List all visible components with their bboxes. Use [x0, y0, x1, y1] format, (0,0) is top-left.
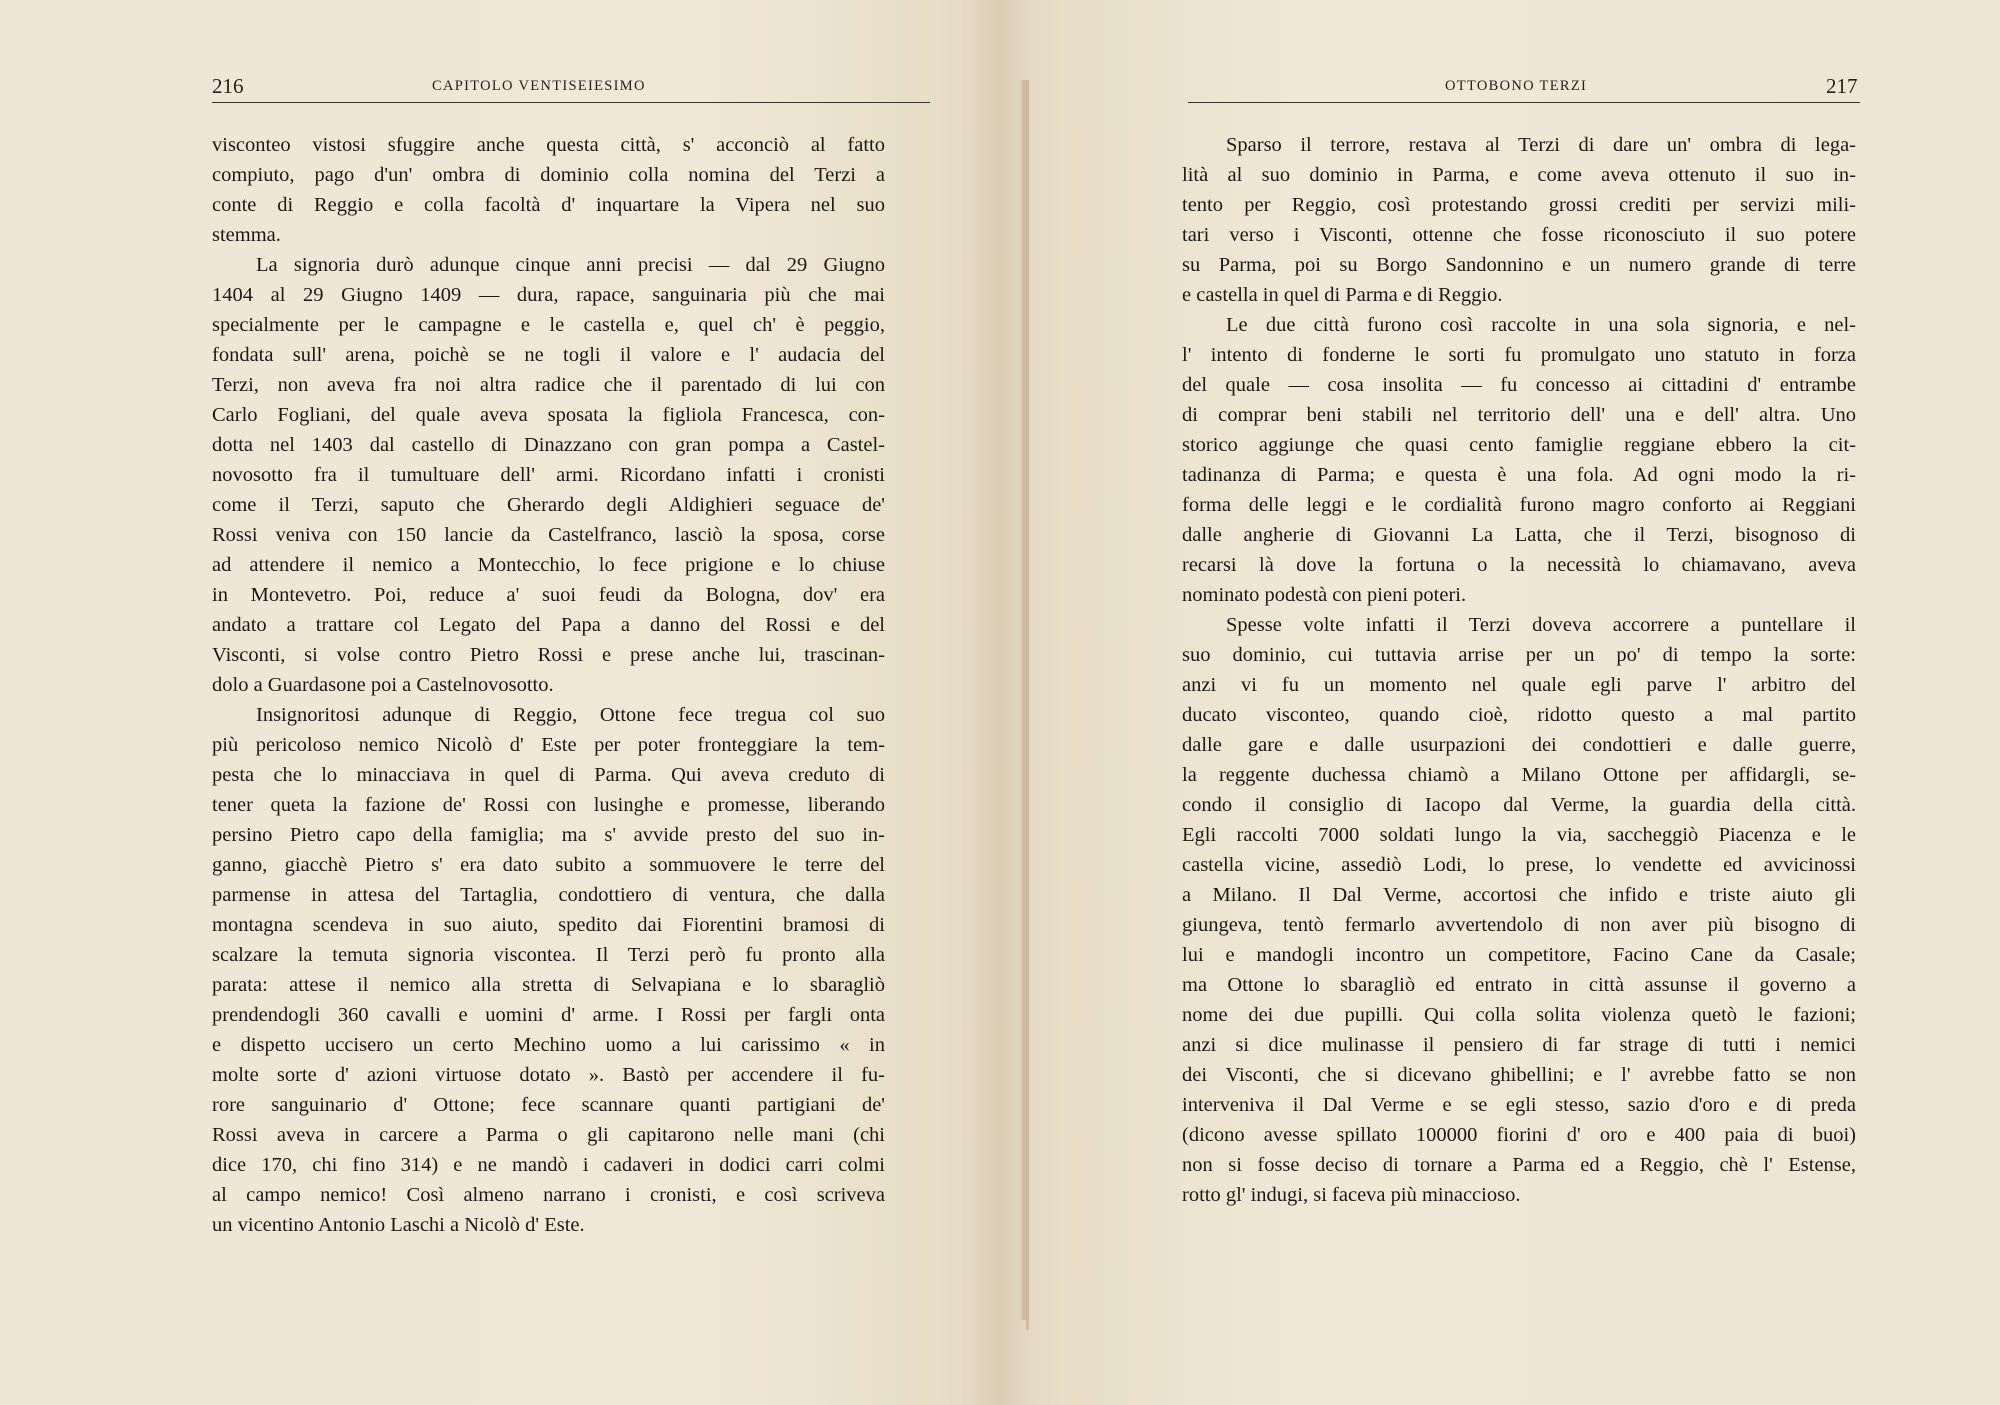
right-text-line: rotto gl' indugi, si faceva più minaccioso. [1182, 1184, 1521, 1206]
right-text-line: lui e mandogli incontro un competitore, Facino Cane da Casale; [1182, 944, 1856, 966]
right-text-line: storico aggiunge che quasi cento famiglie reggiane ebbero la cit- [1182, 434, 1856, 456]
left-text-line: ad attendere il nemico a Montecchio, lo fece prigione e lo chiuse [212, 554, 885, 576]
right-header-rule [1188, 102, 1860, 103]
right-text-line: forma delle leggi e le cordialità furono magro conforto ai Reggiani [1182, 494, 1856, 516]
left-text-line: più pericoloso nemico Nicolò d' Este per poter fronteggiare la tem- [212, 734, 885, 756]
left-text-line: ganno, giacchè Pietro s' era dato subito a sommuovere le terre del [212, 854, 885, 876]
right-text-line: tari verso i Visconti, ottenne che fosse riconosciuto il suo potere [1182, 224, 1856, 246]
left-text-line: e dispetto uccisero un certo Mechino uomo a lui carissimo « in [212, 1034, 885, 1056]
left-text-line: Insignoritosi adunque di Reggio, Ottone fece tregua col suo [256, 704, 885, 726]
right-page-number: 217 [1826, 74, 1858, 98]
left-text-line: pesta che lo minacciava in quel di Parma. Qui aveva creduto di [212, 764, 885, 786]
left-text-line: fondata sull' arena, poichè se ne togli il valore e l' audacia del [212, 344, 885, 366]
right-text-line: Le due città furono così raccolte in una sola signoria, e nel- [1226, 314, 1856, 336]
right-text-line: recarsi là dove la fortuna o la necessità lo chiamavano, aveva [1182, 554, 1856, 576]
gutter-shadow [1020, 80, 1028, 1320]
left-text-line: prendendogli 360 cavalli e uomini d' arme. I Rossi per fargli onta [212, 1004, 885, 1026]
right-text-line: castella vicine, assediò Lodi, lo prese, lo vendette ed avvicinossi [1182, 854, 1856, 876]
left-text-line: conte di Reggio e colla facoltà d' inquartare la Vipera nel suo [212, 194, 885, 216]
left-text-line: rore sanguinario d' Ottone; fece scannare quanti partigiani de' [212, 1094, 885, 1116]
right-text-line: Egli raccolti 7000 soldati lungo la via, saccheggiò Piacenza e le [1182, 824, 1856, 846]
right-text-line: tadinanza di Parma; e questa è una fola. Ad ogni modo la ri- [1182, 464, 1856, 486]
right-text-line: a Milano. Il Dal Verme, accortosi che infido e triste aiuto gli [1182, 884, 1856, 906]
right-text-line: su Parma, poi su Borgo Sandonnino e un numero grande di terre [1182, 254, 1856, 276]
right-running-head-title: OTTOBONO TERZI [1445, 78, 1588, 94]
left-text-line: stemma. [212, 224, 281, 246]
right-text-line: nominato podestà con pieni poteri. [1182, 584, 1467, 606]
left-text-line: Terzi, non aveva fra noi altra radice che il parentado di lui con [212, 374, 885, 396]
left-text-line: visconteo vistosi sfuggire anche questa città, s' acconciò al fatto [212, 134, 885, 156]
left-text-line: La signoria durò adunque cinque anni precisi — dal 29 Giugno [256, 254, 885, 276]
right-text-line: (dicono avesse spillato 100000 fiorini d' oro e 400 paia di buoi) [1182, 1124, 1856, 1146]
left-text-line: 1404 al 29 Giugno 1409 — dura, rapace, sanguinaria più che mai [212, 284, 885, 306]
left-text-line: dice 170, chi fino 314) e ne mandò i cadaveri in dodici carri colmi [212, 1154, 885, 1176]
right-text-line: interveniva il Dal Verme e se egli stesso, sazio d'oro e di preda [1182, 1094, 1856, 1116]
left-text-line: parmense in attesa del Tartaglia, condottiero di ventura, che dalla [212, 884, 885, 906]
left-text-line: persino Pietro capo della famiglia; ma s' avvide presto del suo in- [212, 824, 885, 846]
right-text-line: lità al suo dominio in Parma, e come aveva ottenuto il suo in- [1182, 164, 1856, 186]
right-text-line: suo dominio, cui tuttavia arrise per un po' di tempo la sorte: [1182, 644, 1856, 666]
right-text-line: Spesse volte infatti il Terzi doveva accorrere a puntellare il [1226, 614, 1856, 636]
left-text-line: montagna scendeva in suo aiuto, spedito dai Fiorentini bramosi di [212, 914, 885, 936]
right-text-line: l' intento di fonderne le sorti fu promulgato uno statuto in forza [1182, 344, 1856, 366]
right-text-line: ma Ottone lo sbaragliò ed entrato in città assunse il governo a [1182, 974, 1856, 996]
left-text-line: Visconti, si volse contro Pietro Rossi e prese anche lui, trascinan- [212, 644, 885, 666]
right-text-line: ducato visconteo, quando cioè, ridotto questo a mal partito [1182, 704, 1856, 726]
right-text-line: anzi vi fu un momento nel quale egli parve l' arbitro del [1182, 674, 1856, 696]
right-page [1000, 0, 2000, 1405]
left-text-line: un vicentino Antonio Laschi a Nicolò d' Este. [212, 1214, 585, 1236]
left-running-head [0, 74, 1000, 104]
left-text-line: scalzare la temuta signoria viscontea. Il Terzi però fu pronto alla [212, 944, 885, 966]
right-text-line: condo il consiglio di Iacopo dal Verme, la guardia della città. [1182, 794, 1856, 816]
right-running-head [1000, 74, 2000, 104]
left-text-line: Rossi veniva con 150 lancie da Castelfranco, lasciò la sposa, corse [212, 524, 885, 546]
left-text-line: come il Terzi, saputo che Gherardo degli Aldighieri seguace de' [212, 494, 885, 516]
right-text-line: del quale — cosa insolita — fu concesso ai cittadini d' entrambe [1182, 374, 1856, 396]
left-text-line: al campo nemico! Così almeno narrano i cronisti, e così scriveva [212, 1184, 885, 1206]
right-text-line: Sparso il terrore, restava al Terzi di dare un' ombra di lega- [1226, 134, 1856, 156]
right-text-line: giungeva, tentò fermarlo avvertendolo di non aver più bisogno di [1182, 914, 1856, 936]
left-text-block [212, 130, 885, 1240]
right-text-line: tento per Reggio, così protestando grossi crediti per servizi mili- [1182, 194, 1856, 216]
right-text-line: nome dei due pupilli. Qui colla solita violenza quetò le fazioni; [1182, 1004, 1856, 1026]
right-text-line: di comprar beni stabili nel territorio dell' una e dell' altra. Uno [1182, 404, 1856, 426]
left-text-line: compiuto, pago d'un' ombra di dominio colla nomina del Terzi a [212, 164, 885, 186]
left-text-line: Rossi aveva in carcere a Parma o gli capitarono nelle mani (chi [212, 1124, 885, 1146]
left-text-line: molte sorte d' azioni virtuose dotato ». Bastò per accendere il fu- [212, 1064, 885, 1086]
left-running-head-title: CAPITOLO VENTISEIESIMO [432, 78, 646, 94]
left-text-line: in Montevetro. Poi, reduce a' suoi feudi da Bologna, dov' era [212, 584, 885, 606]
left-text-line: parata: attese il nemico alla stretta di Selvapiana e lo sbaragliò [212, 974, 885, 996]
right-text-line: dalle angherie di Giovanni La Latta, che il Terzi, bisognoso di [1182, 524, 1856, 546]
left-text-line: tener queta la fazione de' Rossi con lusinghe e promesse, liberando [212, 794, 885, 816]
left-text-line: andato a trattare col Legato del Papa a danno del Rossi e del [212, 614, 885, 636]
right-text-line: dalle gare e dalle usurpazioni dei condottieri e dalle guerre, [1182, 734, 1856, 756]
right-text-line: non si fosse deciso di tornare a Parma ed a Reggio, chè l' Estense, [1182, 1154, 1856, 1176]
right-text-block [1182, 130, 1856, 1210]
right-text-line: dei Visconti, che si dicevano ghibellini; e l' avrebbe fatto se non [1182, 1064, 1856, 1086]
left-text-line: novosotto fra il tumultuare dell' armi. Ricordano infatti i cronisti [212, 464, 885, 486]
right-text-line: e castella in quel di Parma e di Reggio. [1182, 284, 1503, 306]
left-page-number: 216 [212, 74, 244, 98]
right-text-line: la reggente duchessa chiamò a Milano Ottone per affidargli, se- [1182, 764, 1856, 786]
left-text-line: specialmente per le campagne e le castella e, quel ch' è peggio, [212, 314, 885, 336]
left-text-line: Carlo Fogliani, del quale aveva sposata la figliola Francesca, con- [212, 404, 885, 426]
right-text-line: anzi si dice mulinasse il pensiero di far strage di tutti i nemici [1182, 1034, 1856, 1056]
left-text-line: dotta nel 1403 dal castello di Dinazzano con gran pompa a Castel- [212, 434, 885, 456]
left-header-rule [212, 102, 930, 103]
left-text-line: dolo a Guardasone poi a Castelnovosotto. [212, 674, 554, 696]
